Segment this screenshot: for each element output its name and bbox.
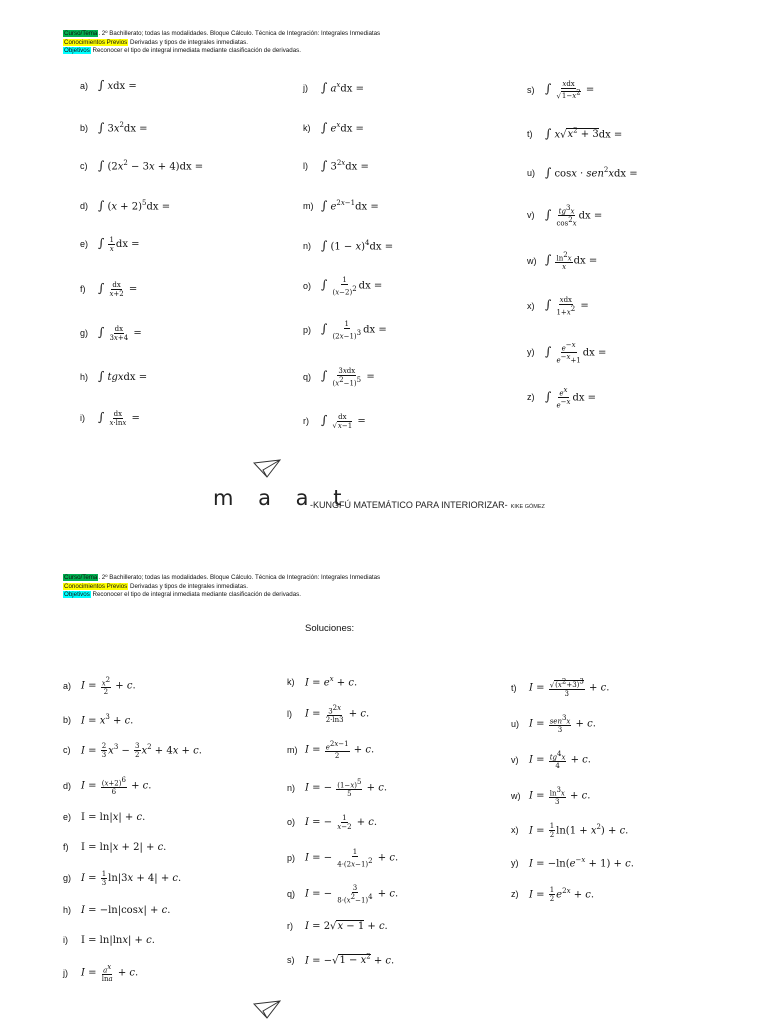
solution-u: u) I = $\frac{sen^3x}{3}$ + c. bbox=[511, 714, 596, 735]
prior-text: Derivadas y tipos de integrales inmediatas. bbox=[128, 38, 248, 46]
exercise-x: x) ∫ $\frac{\text{xdx}}{1+x^2}$ = bbox=[527, 296, 589, 317]
exercise-t: t) ∫ $x√x^2 + 3dx$ = bbox=[527, 126, 623, 141]
prior-tag: Conocimientos Previos bbox=[64, 38, 128, 46]
solution-o: o) I = − $\frac{1}{x-2}$ + c. bbox=[287, 814, 378, 831]
solutions-title: Soluciones: bbox=[305, 623, 355, 634]
exercise-i: i) ∫ $\frac{dx}{x\cdot\ln x}$ = bbox=[80, 410, 140, 427]
solution-t: t) I = $\frac{√(x^2+3)^3}{3}$ + c. bbox=[511, 678, 610, 699]
exercise-g: g) ∫ $\frac{dx}{3x+4}$ = bbox=[80, 325, 142, 342]
solution-m: m) I = $\frac{e^{2x-1}}{2}$ + c. bbox=[287, 740, 375, 761]
paper-plane-icon bbox=[253, 1000, 281, 1020]
course-text: . 2º Bachillerato; todas las modalidades. Bloque Cálculo. Técnica de Integración: Integrales Inmediatas bbox=[98, 574, 381, 581]
exercise-y: y) ∫ $\frac{e^{-x}}{e^{-x}+1}$ dx = bbox=[527, 341, 607, 365]
solution-j: j) I = $\frac{a^x}{\ln a}$ + c. bbox=[63, 963, 139, 984]
exercise-p: p) ∫ $\frac{1}{(2x-1)^3}$ dx = bbox=[303, 320, 387, 341]
solution-f: f) I = ln|x + 2| + c. bbox=[63, 842, 167, 853]
solution-p: p) I = − $\frac{1}{4\cdot(2x-1)^2}$ + c. bbox=[287, 848, 399, 869]
solution-y: y) $I = -\ln(e^{-x} + 1) + c$. bbox=[511, 856, 634, 870]
exercise-u: u) ∫ cosx · sen$^2$xdx = bbox=[527, 165, 638, 180]
solution-e: e) I = ln|x| + c. bbox=[63, 812, 146, 823]
maat-logo bbox=[213, 455, 573, 515]
exercise-j: j) ∫ $a^xdx$ = bbox=[303, 80, 364, 95]
exercise-s: s) ∫ $\frac{\text{xdx}}{√1-x^2}$ = bbox=[527, 80, 595, 101]
exercise-n: n) ∫ $(1 - x)^4dx$ = bbox=[303, 238, 394, 253]
exercise-q: q) ∫ $\frac{\text{3xdx}}{(x^2-1)^5}$ = bbox=[303, 367, 375, 388]
exercise-v: v) ∫ $\frac{tg^3x}{\cos^2x}$ dx = bbox=[527, 204, 603, 228]
exercise-b: b) ∫ $3x^2dx$ = bbox=[80, 120, 148, 135]
solution-s: s) $I = -√1 - x^2 + c$. bbox=[287, 953, 395, 967]
exercise-m: m) ∫ $e^{2x-1}dx$ = bbox=[303, 198, 379, 213]
exercise-d: d) ∫ $(x + 2)^5dx$ = bbox=[80, 198, 171, 213]
course-tag: Curso/Tema bbox=[64, 574, 98, 581]
solution-v: v) I = $\frac{tg^4x}{4}$ + c. bbox=[511, 750, 591, 771]
exercise-e: e) ∫ $\frac{1}{x}$ dx = bbox=[80, 236, 140, 253]
exercise-r: r) ∫ $\frac{dx}{√x-1}$ = bbox=[303, 413, 366, 430]
solution-r: r) I = 2√x − 1 + c. bbox=[287, 921, 388, 932]
solution-i: i) I = ln|lnx| + c. bbox=[63, 935, 155, 946]
exercise-w: w) ∫ $\frac{\ln^2x}{x}$ dx = bbox=[527, 251, 598, 272]
solution-n: n) I = − $\frac{(1-x)^5}{5}$ + c. bbox=[287, 778, 388, 799]
exercise-f: f) ∫ $\frac{dx}{x+2}$ = bbox=[80, 281, 138, 298]
header-block-2 bbox=[63, 574, 380, 600]
solution-x: x) I = $\frac{1}{2}$ $\ln(1 + x^2) + c$. bbox=[511, 822, 629, 840]
prior-tag: Conocimientos Previos bbox=[64, 582, 128, 590]
solution-d: d) I = $\frac{(x+2)^6}{6}$ + c. bbox=[63, 776, 152, 797]
exercise-o: o) ∫ $\frac{1}{(x-2)^2}$ dx = bbox=[303, 276, 383, 297]
course-text: . 2º Bachillerato; todas las modalidades. Bloque Cálculo. Técnica de Integración: Integrales Inmediatas bbox=[98, 30, 381, 37]
solution-k: k) $I = e^x + c$. bbox=[287, 675, 358, 689]
objective-text: Reconocer el tipo de integral inmediata mediante clasificación de derivadas. bbox=[90, 47, 301, 54]
solution-a: a) I = $\frac{x^2}{2}$ + c. bbox=[63, 676, 136, 697]
objective-text: Reconocer el tipo de integral inmediata mediante clasificación de derivadas. bbox=[90, 591, 301, 598]
logo-word: m a a t bbox=[213, 486, 351, 510]
solution-b: b) $I = x^3 + c$. bbox=[63, 713, 134, 727]
exercise-l: l) ∫ $3^{2x}dx$ = bbox=[303, 158, 369, 173]
solution-h: h) I = −ln|cosx| + c. bbox=[63, 905, 171, 916]
solution-z: z) I = $\frac{1}{2}$ $e^{2x} + c$. bbox=[511, 886, 595, 904]
exercise-h: h) ∫ tgxdx = bbox=[80, 369, 148, 383]
solution-w: w) I = $\frac{\ln^3x}{3}$ + c. bbox=[511, 786, 591, 807]
paper-plane-icon bbox=[253, 459, 281, 479]
course-tag: Curso/Tema bbox=[64, 30, 98, 37]
exercise-k: k) ∫ $e^xdx$ = bbox=[303, 120, 364, 135]
header-block bbox=[63, 30, 380, 56]
exercise-c: c) ∫ $(2x^2 - 3x + 4)dx$ = bbox=[80, 158, 204, 173]
prior-text: Derivadas y tipos de integrales inmediatas. bbox=[128, 582, 248, 590]
exercise-a: a) ∫ xdx = bbox=[80, 78, 137, 92]
exercise-z: z) ∫ $\frac{e^x}{e^{-x}}$ dx = bbox=[527, 386, 597, 410]
solution-l: l) I = $\frac{3^{2x}}{2\cdot\ln 3}$ + c. bbox=[287, 704, 370, 725]
solution-q: q) I = − $\frac{3}{8\cdot(x^2-1)^4}$ + c. bbox=[287, 884, 399, 905]
objective-tag: Objetivos bbox=[64, 591, 90, 598]
solution-g: g) I = $\frac{1}{3}$ ln|3x + 4| + c. bbox=[63, 870, 182, 887]
objective-tag: Objetivos bbox=[64, 47, 90, 54]
solution-c: c) I = $\frac{2}{3}$ $x^3$ − $\frac{3}{2}$ $x^2 + 4x + c$. bbox=[63, 742, 202, 760]
logo-slogan: -KUNGFÚ MATEMÁTICO PARA INTERIORIZAR- KIKE GÓMEZ bbox=[310, 500, 545, 510]
